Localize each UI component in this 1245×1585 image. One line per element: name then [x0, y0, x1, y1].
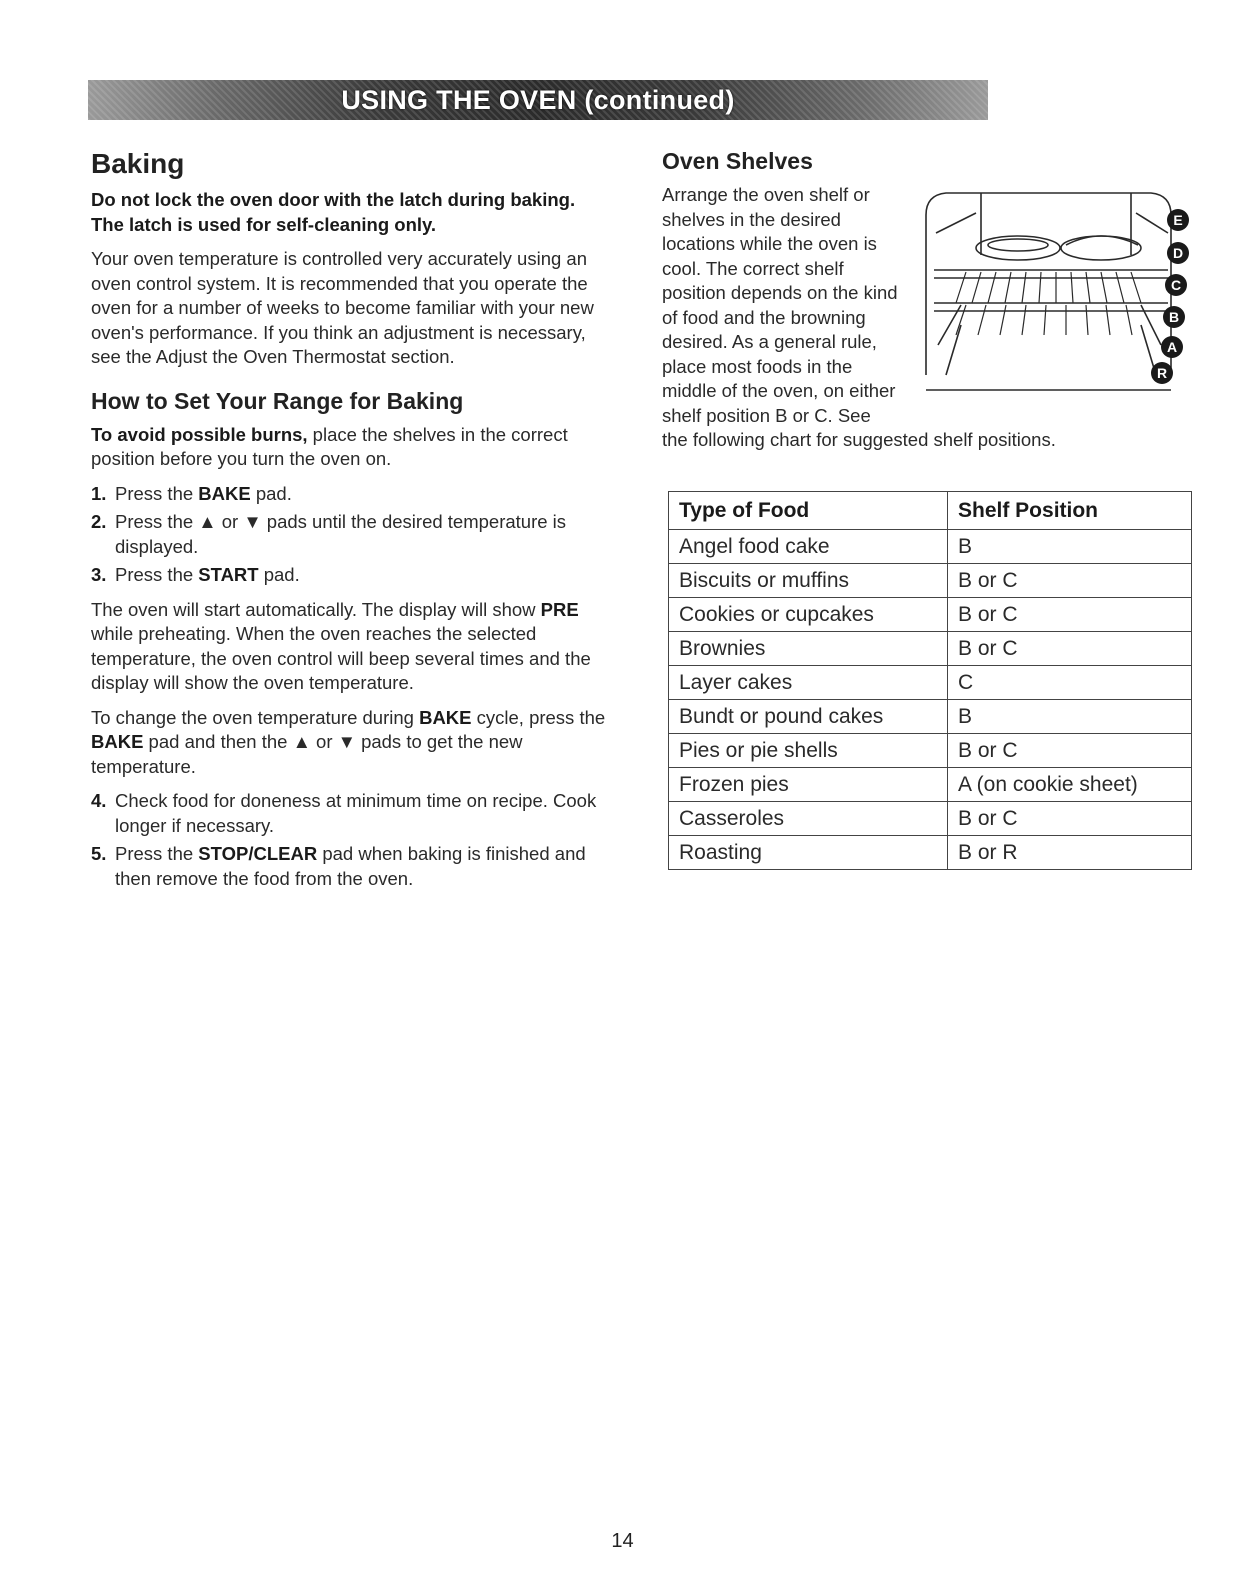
change-temp-paragraph: To change the oven temperature during BAKE cycle, press the BAKE pad and then the ▲ or ▼ pads to get the new temperature.: [91, 706, 606, 777]
table-row: [669, 564, 1192, 598]
shelf-position-cell: B or C: [948, 598, 1192, 632]
steps-list: [91, 482, 611, 588]
shelf-position-table: [668, 491, 1192, 870]
banner-title: USING THE OVEN (continued): [341, 84, 735, 115]
table-row: [669, 632, 1192, 666]
right-column: [662, 148, 1192, 463]
left-column: [91, 148, 611, 901]
shelf-label-c: C: [1170, 277, 1182, 293]
food-type-cell: Angel food cake: [669, 530, 948, 564]
food-type-cell: Brownies: [669, 632, 948, 666]
oven-shelves-text: Arrange the oven shelf or shelves in the desired locations while the oven is cool. The correct shelf position depends on the kind of food and the browning desired. As a general rule, place most foods in the middle of the oven, on either shelf position B or C. See the following chart for suggested shelf positions.: [662, 184, 1056, 450]
step-5: 5. Press the STOP/CLEAR pad when baking is finished and then remove the food from the oven.: [91, 843, 586, 889]
shelf-label-e: E: [1173, 212, 1183, 228]
step-3: 3. Press the START pad.: [91, 564, 300, 585]
shelf-position-cell: C: [948, 666, 1192, 700]
table-row: [669, 700, 1192, 734]
food-type-cell: Casseroles: [669, 802, 948, 836]
food-type-cell: Pies or pie shells: [669, 734, 948, 768]
shelf-position-cell: B: [948, 700, 1192, 734]
shelf-position-cell: B or C: [948, 632, 1192, 666]
oven-shelves-heading: Oven Shelves: [662, 148, 813, 174]
table-header-row: [669, 492, 1192, 530]
table-row: [669, 802, 1192, 836]
header-type-of-food: Type of Food: [669, 492, 948, 530]
step-2: 2. Press the ▲ or ▼ pads until the desired temperature is displayed.: [91, 511, 567, 557]
caution-rest: place the shelves in the correct position before you turn the oven on.: [91, 423, 568, 469]
header-shelf-position: Shelf Position: [948, 492, 1192, 530]
baking-heading: Baking: [91, 148, 185, 179]
auto-start-paragraph: The oven will start automatically. The display will show PRE while preheating. When the oven reaches the selected temperature, the oven control will beep several times and the display will show the oven temperature.: [91, 598, 591, 693]
caution-bold: To avoid possible burns,: [91, 423, 308, 445]
shelf-label-d: D: [1172, 245, 1184, 261]
baking-intro: Your oven temperature is controlled very accurately using an oven control system. It is recommended that you operate the oven for a number of weeks to become familiar with your new oven's performance. If you think an adjustment is necessary, see the Adjust the Oven Thermostat section.: [91, 248, 594, 367]
how-to-heading: How to Set Your Range for Baking: [91, 387, 464, 414]
baking-warning: Do not lock the oven door with the latch during baking. The latch is used for self-cleaning only.: [91, 189, 576, 235]
oven-shelves-block: [662, 183, 1192, 463]
table-body: [669, 530, 1192, 870]
shelf-position-cell: B or C: [948, 564, 1192, 598]
food-type-cell: Frozen pies: [669, 768, 948, 802]
shelf-position-cell: A (on cookie sheet): [948, 768, 1192, 802]
step-4: 4. Check food for doneness at minimum time on recipe. Cook longer if necessary.: [91, 790, 597, 836]
oven-shelf-illustration: [906, 175, 1196, 405]
shelf-label-r: R: [1156, 365, 1168, 381]
shelf-position-cell: B or C: [948, 802, 1192, 836]
section-banner: [88, 80, 988, 120]
food-type-cell: Cookies or cupcakes: [669, 598, 948, 632]
food-type-cell: Layer cakes: [669, 666, 948, 700]
caution-paragraph: [91, 423, 611, 472]
table-row: [669, 598, 1192, 632]
shelf-label-a: A: [1166, 339, 1178, 355]
steps-list-continued: [91, 789, 611, 891]
page-number: 14: [611, 1530, 634, 1552]
food-type-cell: Roasting: [669, 836, 948, 870]
table-row: [669, 734, 1192, 768]
table-row: [669, 530, 1192, 564]
shelf-label-b: B: [1168, 309, 1180, 325]
shelf-position-cell: B or R: [948, 836, 1192, 870]
shelf-position-cell: B: [948, 530, 1192, 564]
table-row: [669, 836, 1192, 870]
food-type-cell: Biscuits or muffins: [669, 564, 948, 598]
shelf-position-cell: B or C: [948, 734, 1192, 768]
step-1: 1. Press the BAKE pad.: [91, 482, 292, 504]
table-row: [669, 768, 1192, 802]
food-type-cell: Bundt or pound cakes: [669, 700, 948, 734]
table-row: [669, 666, 1192, 700]
